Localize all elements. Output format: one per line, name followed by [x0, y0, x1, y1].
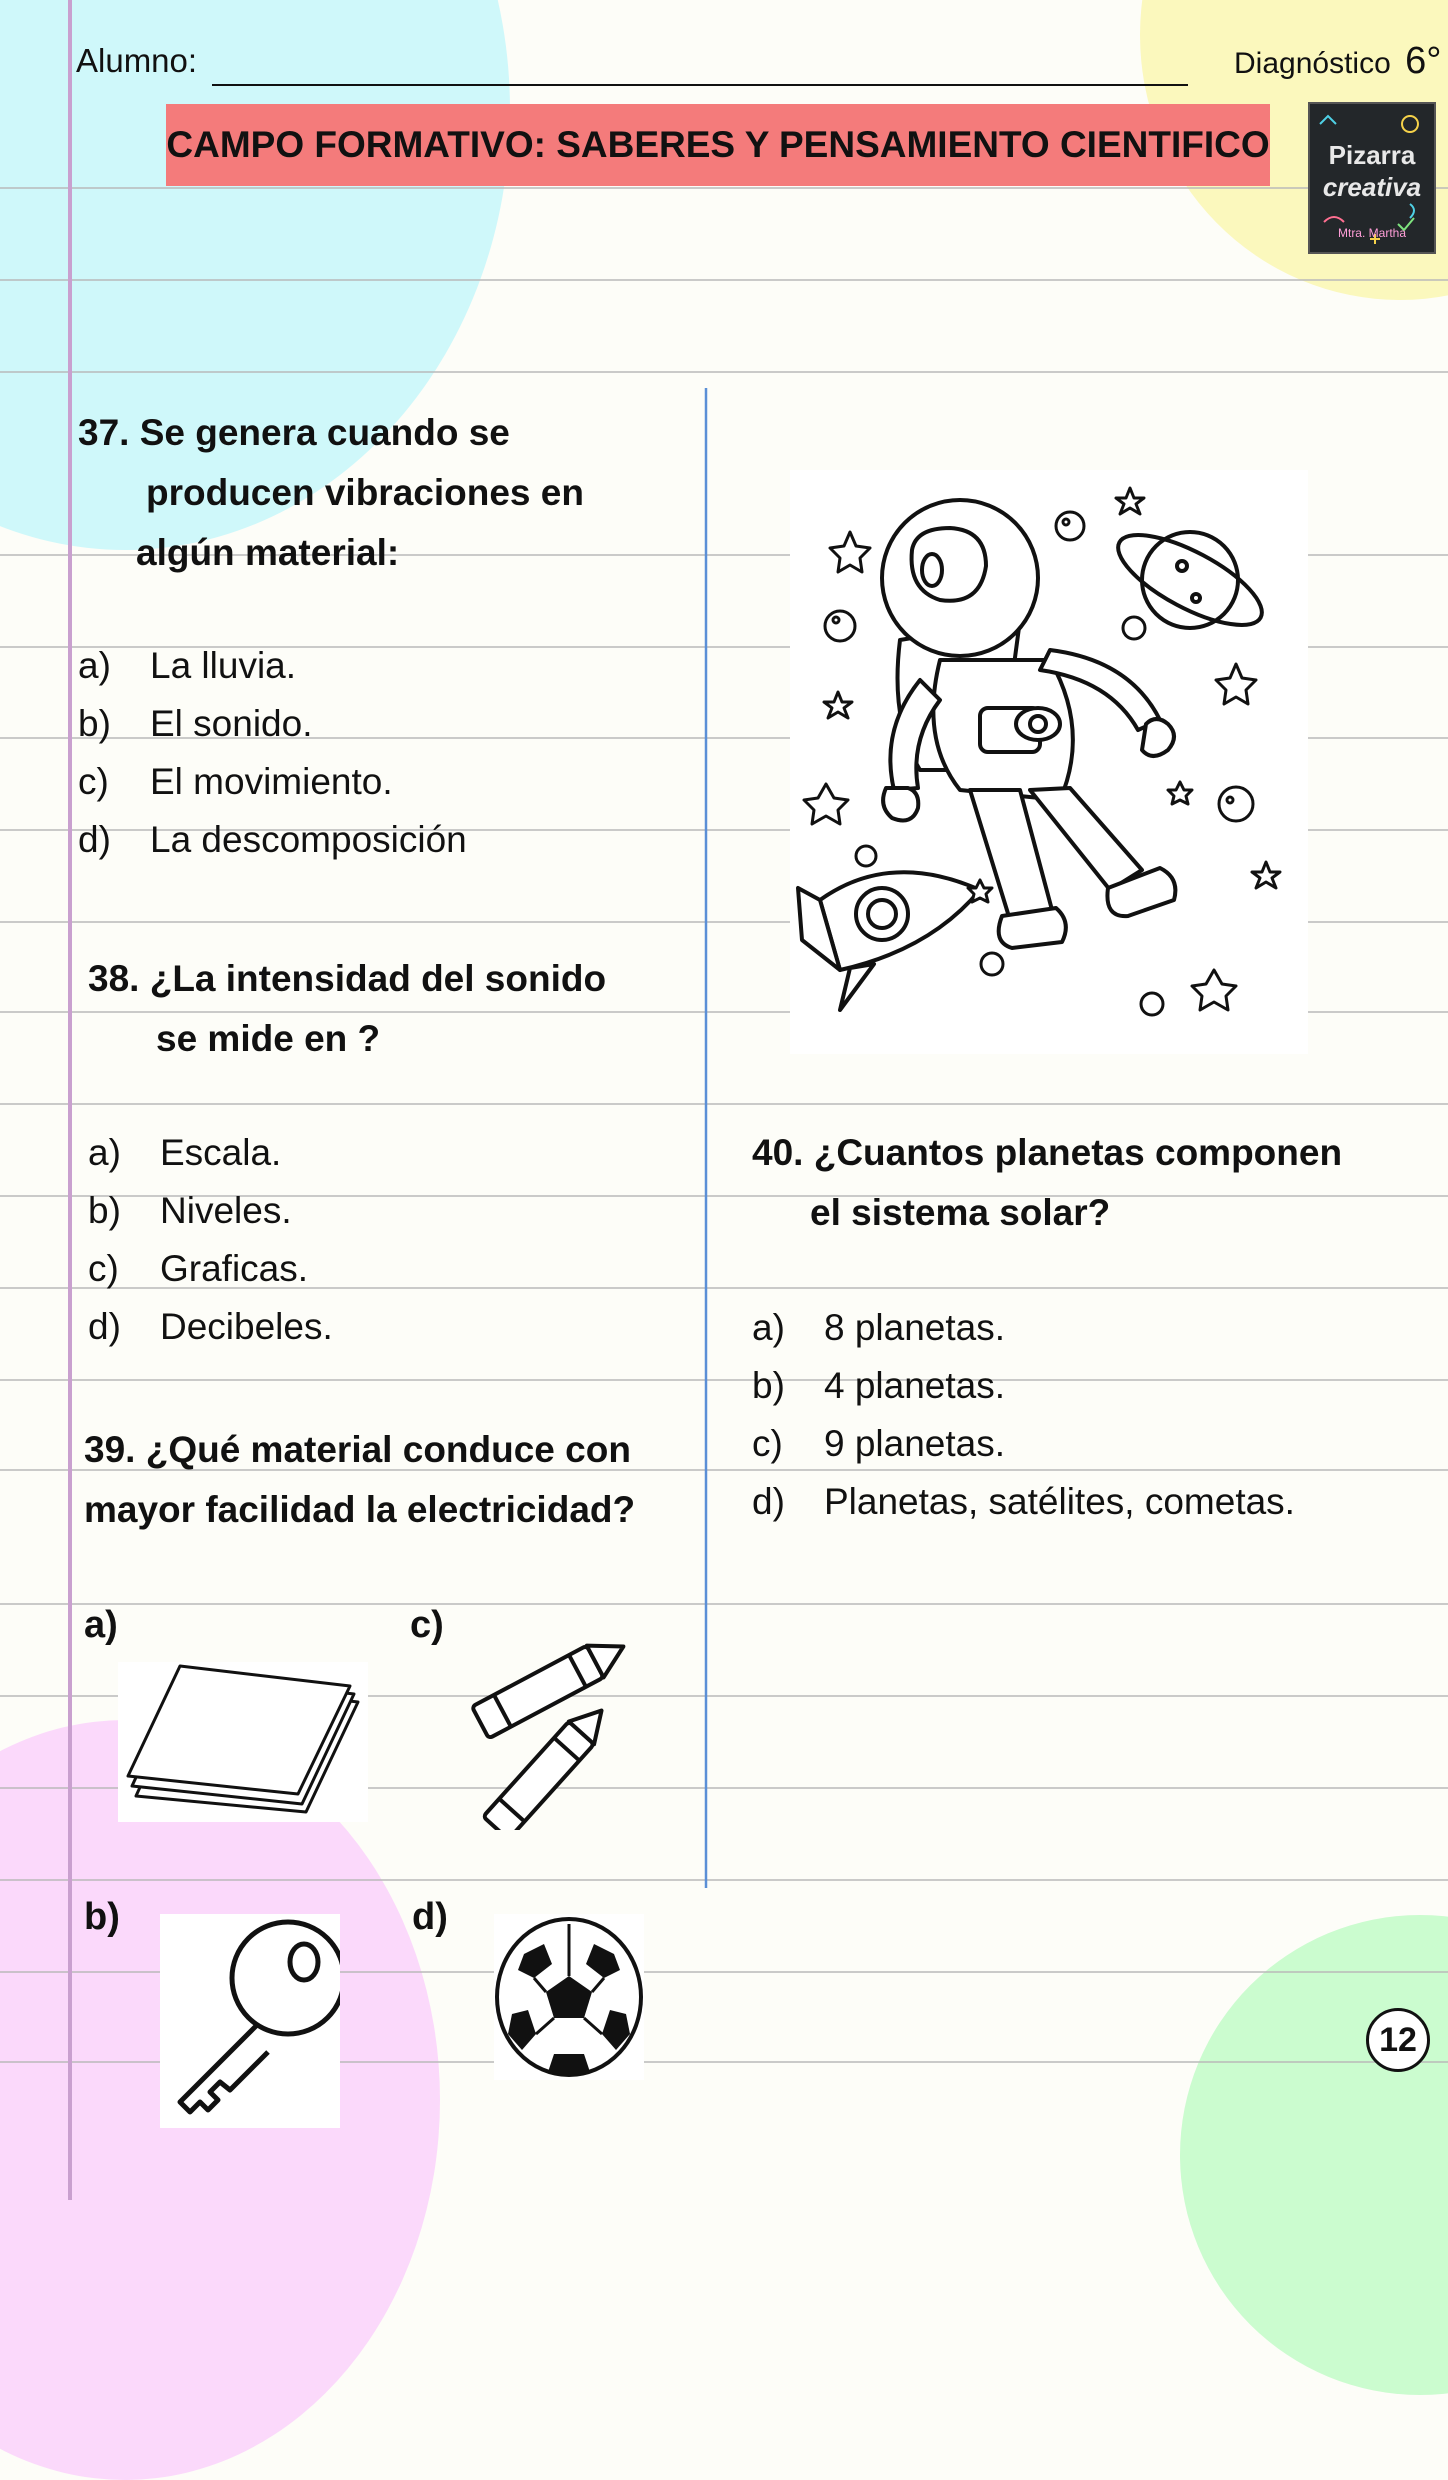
option-a[interactable]: a) La lluvia.	[78, 645, 297, 686]
logo-line-1: Pizarra	[1328, 140, 1416, 170]
option-b[interactable]: b) 4 planetas.	[752, 1365, 1006, 1406]
question-39	[84, 1420, 635, 1540]
question-40	[752, 1123, 1342, 1243]
logo-line-2: creativa	[1322, 172, 1422, 202]
page-title: CAMPO FORMATIVO: SABERES Y PENSAMIENTO CIENTIFICO	[166, 124, 1270, 165]
soccer-ball-icon[interactable]	[494, 1914, 644, 2080]
option-c-label[interactable]: c)	[410, 1604, 444, 1646]
page-number	[1366, 2008, 1430, 2072]
question-38-options	[88, 1124, 333, 1356]
option-c[interactable]: c) El movimiento.	[78, 761, 393, 802]
question-37	[78, 403, 584, 583]
question-line: algún material:	[136, 532, 400, 573]
option-b[interactable]: b) Niveles.	[88, 1190, 292, 1231]
question-line: 39. ¿Qué material conduce con	[84, 1429, 631, 1470]
logo-author: Mtra. Martha	[1337, 226, 1406, 240]
page-number-text: 12	[1379, 2020, 1417, 2059]
question-40-options	[752, 1299, 1295, 1531]
question-line: 37. Se genera cuando se	[78, 412, 510, 453]
paper-sheets-icon[interactable]	[118, 1662, 368, 1822]
question-line: mayor facilidad la electricidad?	[84, 1489, 636, 1530]
key-icon[interactable]	[160, 1914, 340, 2128]
question-line: producen vibraciones en	[146, 472, 584, 513]
option-d[interactable]: d) Decibeles.	[88, 1306, 333, 1347]
title-banner	[166, 104, 1270, 186]
option-b[interactable]: b) El sonido.	[78, 703, 313, 744]
option-b-label[interactable]: b)	[84, 1896, 120, 1938]
question-37-options	[78, 637, 467, 869]
question-line: 38. ¿La intensidad del sonido	[88, 958, 607, 999]
question-line: 40. ¿Cuantos planetas componen	[752, 1132, 1343, 1173]
option-a-label[interactable]: a)	[84, 1604, 118, 1646]
option-d[interactable]: d) Planetas, satélites, cometas.	[752, 1481, 1295, 1522]
pizarra-creativa-logo	[1308, 102, 1436, 254]
astronaut-space-illustration	[790, 470, 1308, 1054]
student-label: Alumno:	[76, 42, 198, 79]
diagnostic-label: Diagnóstico	[1234, 47, 1391, 80]
grade-label: 6°	[1405, 40, 1442, 82]
option-a[interactable]: a) Escala.	[88, 1132, 282, 1173]
student-name-field[interactable]	[212, 84, 1188, 86]
diagnostic-label-row	[1234, 40, 1441, 83]
option-d[interactable]: d) La descomposición	[78, 819, 467, 860]
option-a[interactable]: a) 8 planetas.	[752, 1307, 1006, 1348]
option-d-label[interactable]: d)	[412, 1896, 448, 1938]
option-c[interactable]: c) Graficas.	[88, 1248, 309, 1289]
question-line: el sistema solar?	[810, 1192, 1111, 1233]
question-line: se mide en ?	[156, 1018, 381, 1059]
student-name-row	[76, 42, 197, 80]
question-38	[88, 949, 606, 1069]
crayons-icon[interactable]	[456, 1630, 646, 1830]
option-c[interactable]: c) 9 planetas.	[752, 1423, 1006, 1464]
